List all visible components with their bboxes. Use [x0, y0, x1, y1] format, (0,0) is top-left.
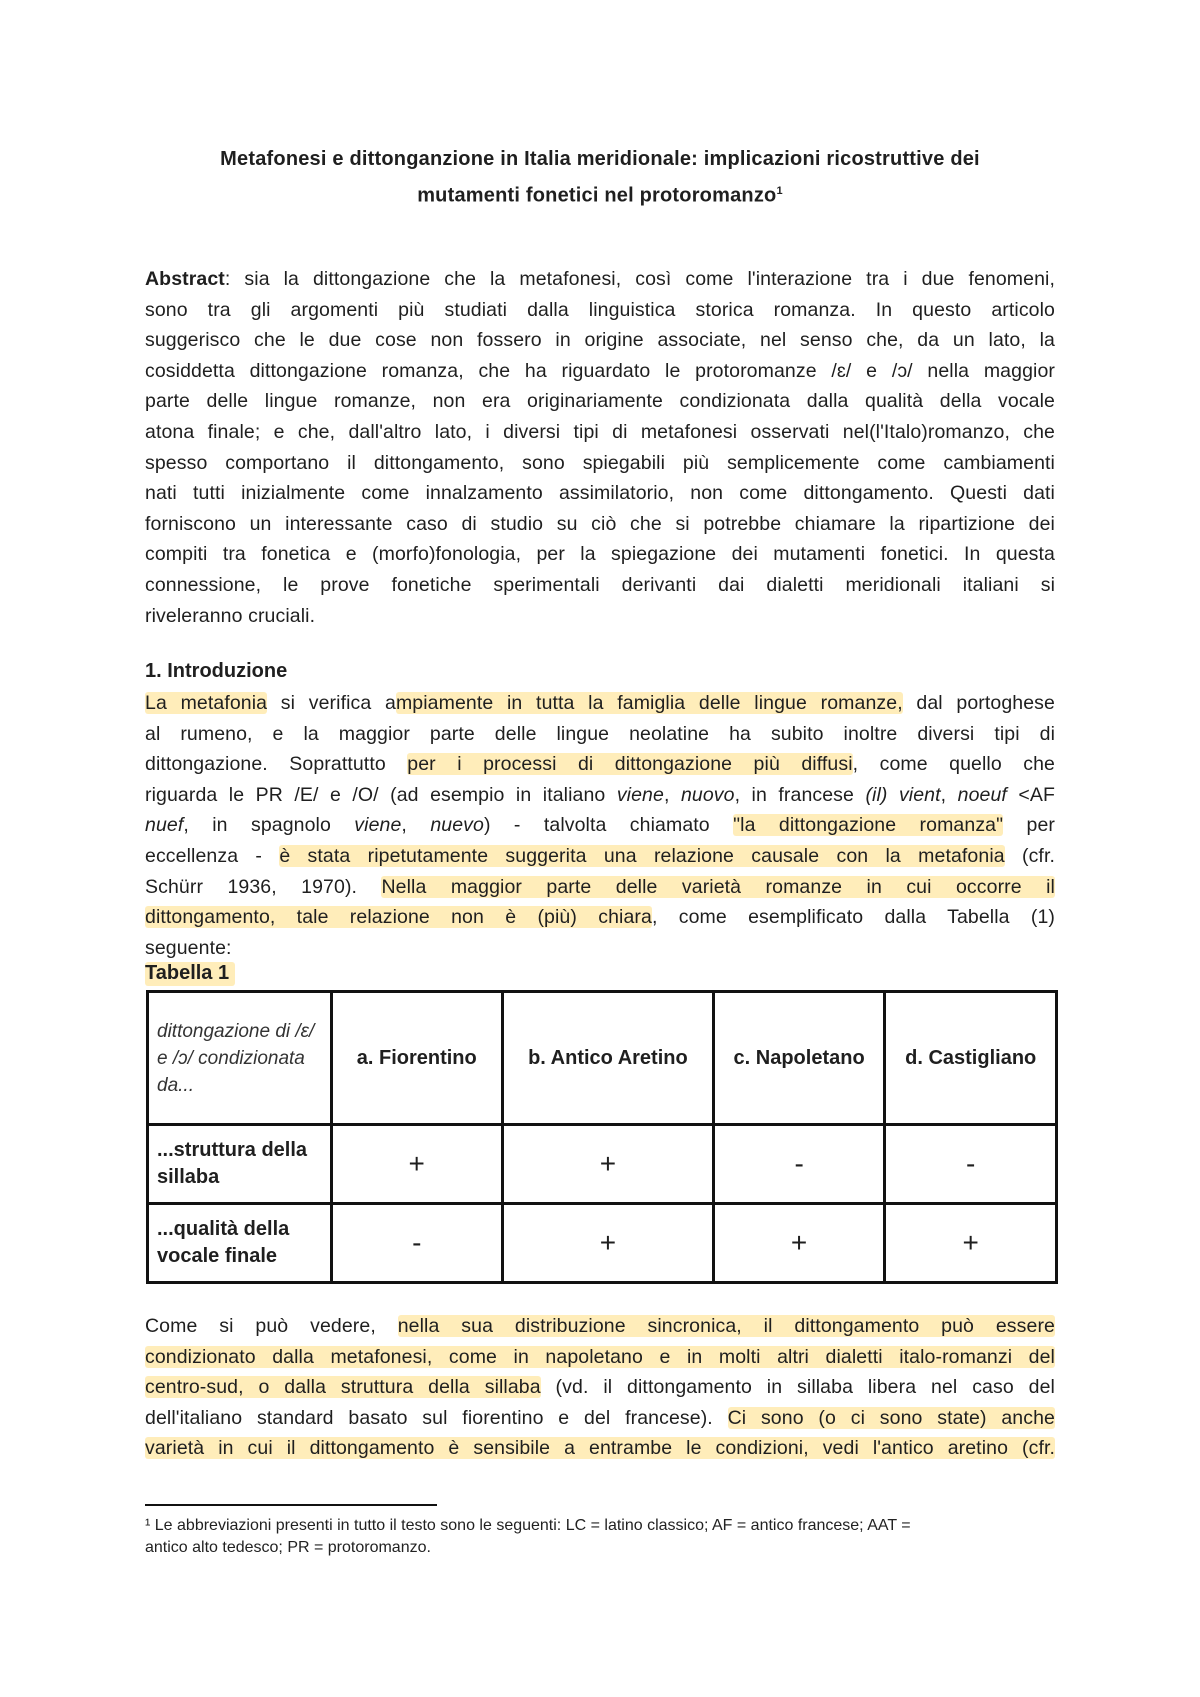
table-cell: +: [502, 1125, 713, 1204]
intro-paragraph: La metafonia si verifica ampiamente in tutta la famiglia delle lingue romanze, dal portoghese al rumeno, e la maggior parte delle lingue neolatine ha subito inoltre diversi tipi di dittongazione. Soprattutto per i processi di dittongazione più diffusi, come quello che riguarda le PR /E/ e /O/ (ad esempio in italiano viene, nuovo, in francese (il) vient, noeuf <AF nuef, in spagnolo viene, nuevo) - talvolta chiamato "la dittongazione romanza" per eccellenza - è stata ripetutamente suggerita una relazione causale con la metafonia (cfr. Schürr 1936, 1970). Nella maggior parte delle varietà romanze in cui occorre il dittongamento, tale relazione non è (più) chiara, come esemplificato dalla Tabella (1) seguente:: [145, 692, 1056, 959]
footnote-divider: [145, 1504, 437, 1506]
post-table-paragraph: Come si può vedere, nella sua distribuzione sincronica, il dittongamento può essere condizionato dalla metafonesi, come in napoletano e in molti altri dialetti italo-romanzi del centro-sud, o dalla struttura della sillaba (vd. il dittongamento in sillaba libera nel caso del dell'italiano standard basato sul fiorentino e del francese). Ci sono (o ci sono state) anche varietà in cui il dittongamento è sensibile a entrambe le condizioni, vedi l'antico aretino (cfr.: [145, 1315, 1055, 1460]
table-cell: +: [502, 1204, 713, 1283]
highlight: dittongamento, tale relazione non è (più) chiara: [145, 906, 652, 929]
highlight: Nella maggior parte delle varietà romanze in cui occorre il: [381, 875, 1055, 898]
section-heading: 1. Introduzione: [145, 660, 288, 682]
table-cell: +: [885, 1204, 1057, 1283]
column-header: d. Castigliano: [885, 992, 1057, 1125]
table-label: Tabella 1: [145, 962, 235, 985]
highlight: mpiamente in tutta la famiglia delle lingue romanze,: [395, 692, 903, 714]
highlight: centro-sud, o dalla struttura della sillaba: [145, 1376, 541, 1399]
table-corner-cell: dittongazione di /ɛ/ e /ɔ/ condizionata da...: [148, 992, 332, 1125]
table-cell: +: [713, 1204, 885, 1283]
table-row: [148, 1125, 1057, 1204]
highlight: condizionato dalla metafonesi, come in napoletano e in molti altri dialetti italo-romanzi del: [145, 1345, 1055, 1368]
title-line-2: mutamenti fonetici nel protoromanzo$^1$: [417, 184, 783, 207]
table-cell: -: [885, 1125, 1057, 1204]
table-cell: +: [331, 1125, 502, 1204]
paper-title: [145, 143, 1055, 212]
comparison-table: [146, 990, 1058, 1284]
row-header: ...qualità della vocale finale: [148, 1204, 332, 1283]
column-header: c. Napoletano: [713, 992, 885, 1125]
highlight: Ci sono (o ci sono state) anche: [727, 1406, 1055, 1429]
table-row: [148, 1204, 1057, 1283]
table-cell: -: [713, 1125, 885, 1204]
column-header: b. Antico Aretino: [502, 992, 713, 1125]
highlight: per i processi di dittongazione più diffusi: [407, 753, 853, 776]
highlight: varietà in cui il dittongamento è sensibile a entrambe le condizioni, vedi l'antico aretino (cfr.: [145, 1437, 1055, 1460]
highlight: è stata ripetutamente suggerita una relazione causale con la metafonia: [279, 844, 1005, 867]
footnote-reference[interactable]: 1: [776, 185, 783, 197]
highlight: "la dittongazione romanza": [733, 814, 1004, 837]
highlight: La metafonia: [145, 692, 268, 714]
title-line-1: Metafonesi e dittonganzione in Italia meridionale: implicazioni ricostruttive dei: [220, 148, 980, 170]
abstract-label: Abstract: [145, 268, 225, 290]
highlight: nella sua distribuzione sincronica, il dittongamento può essere: [397, 1315, 1055, 1337]
abstract-paragraph: Abstract: sia la dittongazione che la metafonesi, così come l'interazione tra i due fenomeni, sono tra gli argomenti più studiati dalla linguistica storica romanza. In questo articolo suggerisco che le due cose non fossero in origine associate, nel senso che, da un lato, la cosiddetta dittongazione romanza, che ha riguardato le protoromanze /ɛ/ e /ɔ/ nella maggior parte delle lingue romanze, non era originariamente condizionata dalla qualità della vocale atona finale; e che, dall'altro lato, i diversi tipi di metafonesi osservati nel(l'Italo)romanzo, che spesso comportano il dittongamento, sono spiegabili più semplicemente come cambiamenti nati tutti inizialmente come innalzamento assimilatorio, non come dittongamento. Questi dati forniscono un interessante caso di studio su ciò che si potrebbe chiamare la ripartizione dei compiti tra fonetica e (morfo)fonologia, per la spiegazione dei mutamenti fonetici. In questa connessione, le prove fonetiche sperimentali derivanti dai dialetti meridionali italiani si riveleranno cruciali.: [145, 268, 1055, 627]
footnote: ¹ Le abbreviazioni presenti in tutto il testo sono le seguenti: LC = latino classico; AF = antico francese; AAT = antico alto tedesco; PR = protoromanzo.: [145, 1517, 911, 1556]
row-header: ...struttura della sillaba: [148, 1125, 332, 1204]
table-cell: -: [331, 1204, 502, 1283]
column-header: a. Fiorentino: [331, 992, 502, 1125]
table-header-row: [148, 992, 1057, 1125]
